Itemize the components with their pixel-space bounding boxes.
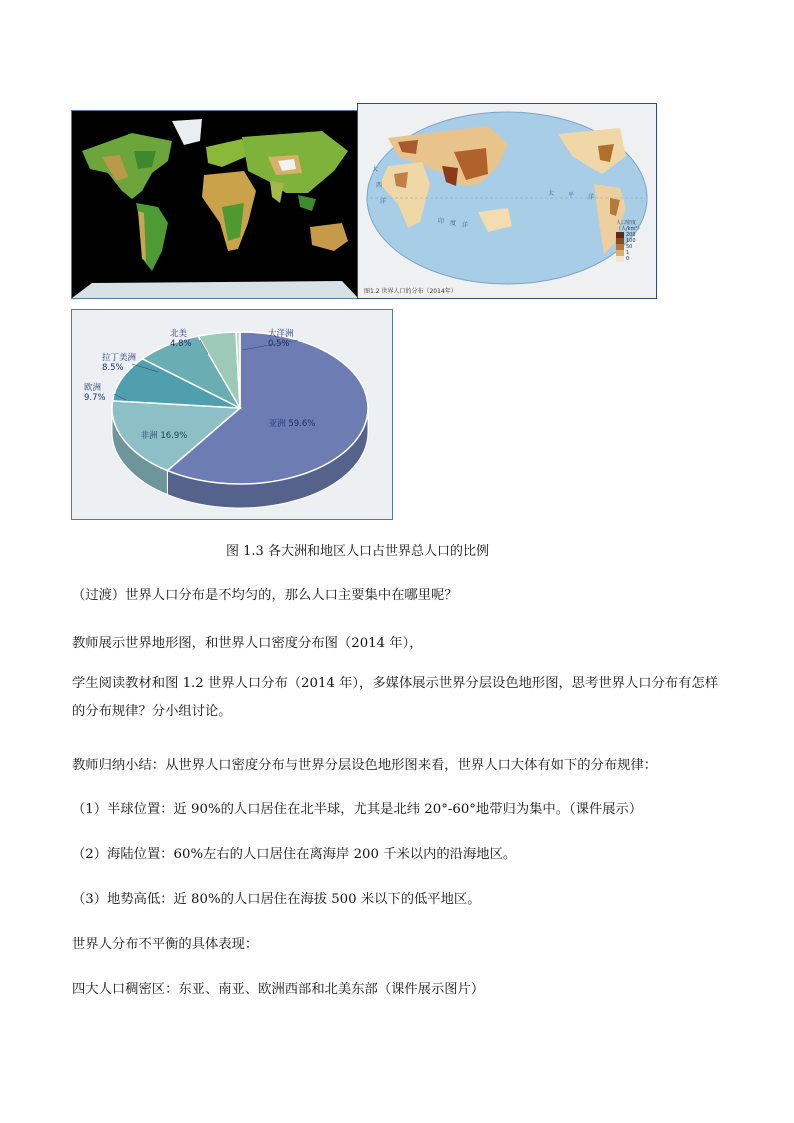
ocean-label: 太 (548, 190, 555, 197)
paragraph-transition: （过渡）世界人口分布是不均匀的，那么人口主要集中在哪里呢？ (72, 588, 458, 603)
legend-title: 人口密度（人/km²） (616, 220, 643, 232)
pie-label-5: 大洋洲 0.5% (268, 329, 294, 349)
figure-caption: 图 1.3 各大洲和地区人口占世界总人口的比例 (226, 544, 489, 559)
legend-value: 50 (626, 244, 633, 250)
world-population-map (357, 103, 657, 299)
ocean-label: 西 (376, 182, 383, 189)
legend-value: 1 (626, 250, 630, 256)
legend-value: 200 (626, 232, 636, 238)
pie-label-2: 欧洲 9.7% (84, 383, 106, 403)
legend-value: 0 (626, 256, 630, 262)
continent-population-pie-chart (71, 309, 393, 520)
rule-hemisphere: （1）半球位置：近 90%的人口居住在北半球，尤其是北纬 20°-60°地带归为集中。（课件展示） (72, 802, 643, 817)
paragraph-imbalance: 世界人分布不平衡的具体表现： (72, 937, 259, 952)
pie-label-4: 北美 4.8% (170, 329, 192, 349)
pie-label-asia: 亚洲 59.6% (268, 419, 316, 429)
legend-swatch (616, 256, 624, 262)
rule-elevation: （3）地势高低：近 80%的人口居住在海拔 500 米以下的低平地区。 (72, 892, 481, 907)
ocean-label: 洋 (588, 194, 595, 201)
legend-value: 100 (626, 238, 636, 244)
rule-land-sea: （2）海陆位置：60%左右的人口居住在离海岸 200 千米以内的沿海地区。 (72, 847, 517, 862)
ocean-label: 洋 (462, 222, 469, 229)
terrain-map-graphic (72, 111, 358, 298)
paragraph-student-read: 学生阅读教材和图 1.2 世界人口分布（2014 年），多媒体展示世界分层设色地形图，思考世界人口分布有怎样的分布规律？分小组讨论。 (72, 676, 719, 719)
legend-row (616, 256, 644, 262)
ocean-label: 洋 (380, 198, 387, 205)
paragraph-summary: 教师归纳小结：从世界人口密度分布与世界分层设色地形图来看，世界人口大体有如下的分布规律： (72, 758, 658, 773)
pie-label-africa: 非洲 16.9% (140, 431, 188, 441)
world-terrain-map (71, 110, 359, 299)
paragraph-dense-regions: 四大人口稠密区：东亚、南亚、欧洲西部和北美东部（课件展示图片） (72, 982, 485, 997)
ocean-label: 度 (450, 220, 457, 227)
population-map-graphic (358, 104, 656, 298)
ocean-label: 印 (438, 218, 445, 225)
density-legend (616, 220, 644, 262)
ocean-label: 大 (372, 166, 379, 173)
pie-chart-svg (72, 310, 392, 519)
paragraph-teacher-show: 教师展示世界地形图，和世界人口密度分布图（2014 年）， (72, 636, 423, 651)
map-caption: 图1.2 世界人口的分布（2014年） (364, 288, 457, 295)
pie-label-3: 拉丁美洲 8.5% (102, 353, 137, 373)
ocean-label: 平 (568, 192, 575, 199)
